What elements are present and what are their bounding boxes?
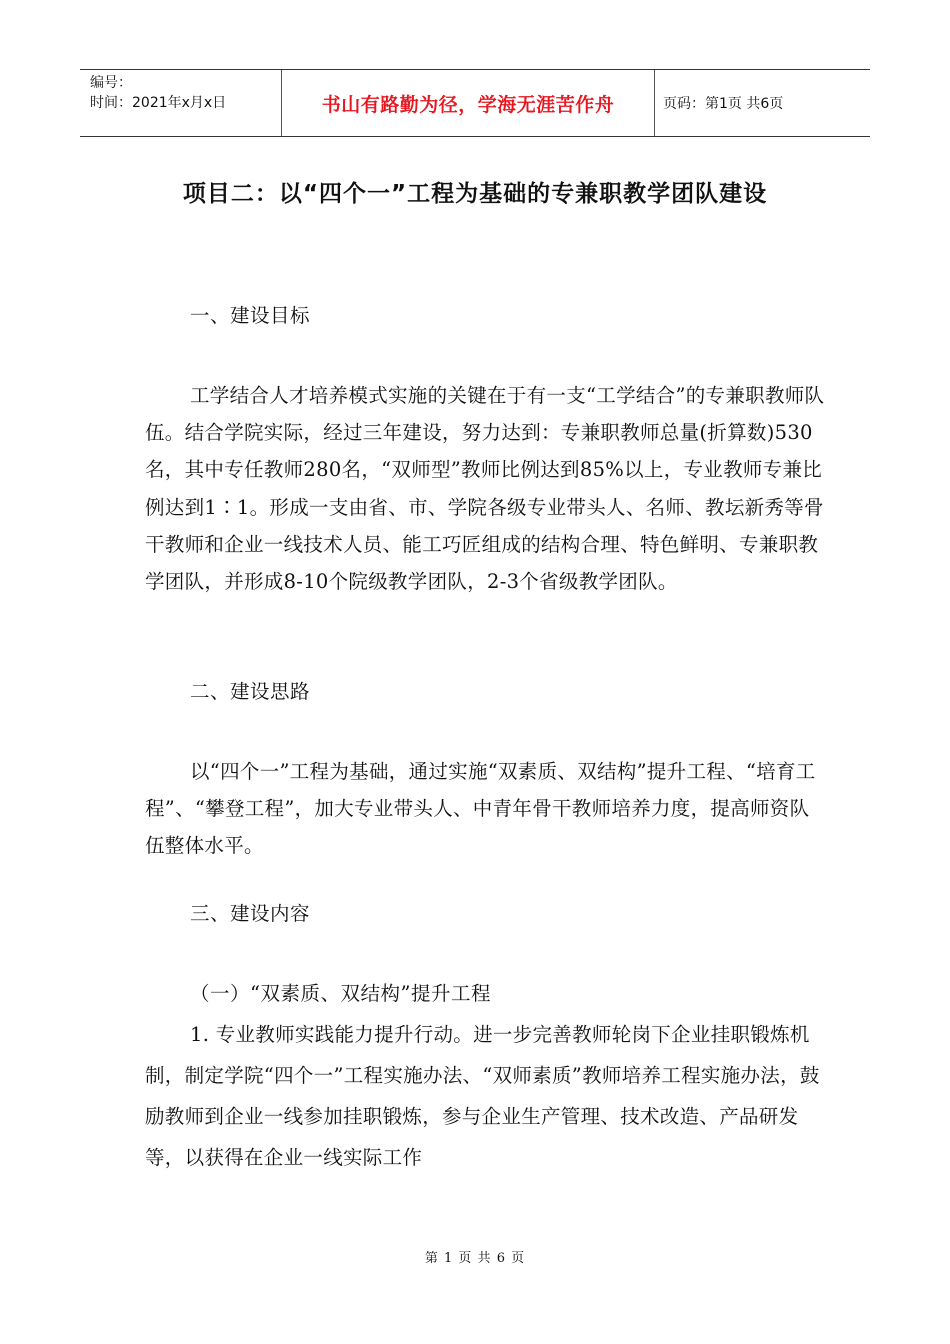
header-table: [80, 69, 870, 137]
document-title: 项目二：以“四个一”工程为基础的专兼职教学团队建设: [182, 181, 768, 207]
paragraph-text: 1. 专业教师实践能力提升行动。进一步完善教师轮岗下企业挂职锻炼机制，制定学院“四个一”工程实施办法、“双师素质”教师培养工程实施办法，鼓励教师到企业一线参加挂职锻炼，参与企业生产管理、技术改造、产品研发等，以获得在企业一线实际工作: [145, 1023, 820, 1169]
header-page-info: 页码：第1页 共6页: [663, 96, 784, 112]
header-motto: 书山有路勤为径，学海无涯苦作舟: [282, 70, 655, 136]
section-paragraph-approach: [145, 753, 825, 865]
paragraph-text: 工学结合人才培养模式实施的关键在于有一支“工学结合”的专兼职教师队伍。结合学院实际，经过三年建设，努力达到：专兼职教师总量(折算数)530名，其中专任教师280名，“双师型”教师比例达到85%以上，专业教师专兼比例达到1∶1。形成一支由省、市、学院各级专业带头人、名师、教坛新秀等骨干教师和企业一线技术人员、能工巧匠组成的结构合理、特色鲜明、专兼职教学团队，并形成8-10个院级教学团队，2-3个省级教学团队。: [145, 384, 825, 594]
document-time-label: 时间：2021年x月x日: [90, 95, 227, 111]
section-heading-goals: 一、建设目标: [190, 304, 311, 327]
document-number-label: 编号：: [90, 75, 132, 91]
section-paragraph-goals: [145, 377, 825, 600]
page-footer: 第 1 页 共 6 页: [424, 1251, 526, 1266]
section-heading-content: 三、建设内容: [190, 902, 311, 925]
subsection-heading: （一）“双素质、双结构”提升工程: [190, 982, 491, 1005]
paragraph-text: 以“四个一”工程为基础，通过实施“双素质、双结构”提升工程、“培育工程”、“攀登工程”，加大专业带头人、中青年骨干教师培养力度，提高师资队伍整体水平。: [145, 760, 816, 858]
header-meta-cell: [80, 70, 282, 136]
section-heading-approach: 二、建设思路: [190, 680, 311, 703]
section-paragraph-content: [145, 1014, 825, 1178]
